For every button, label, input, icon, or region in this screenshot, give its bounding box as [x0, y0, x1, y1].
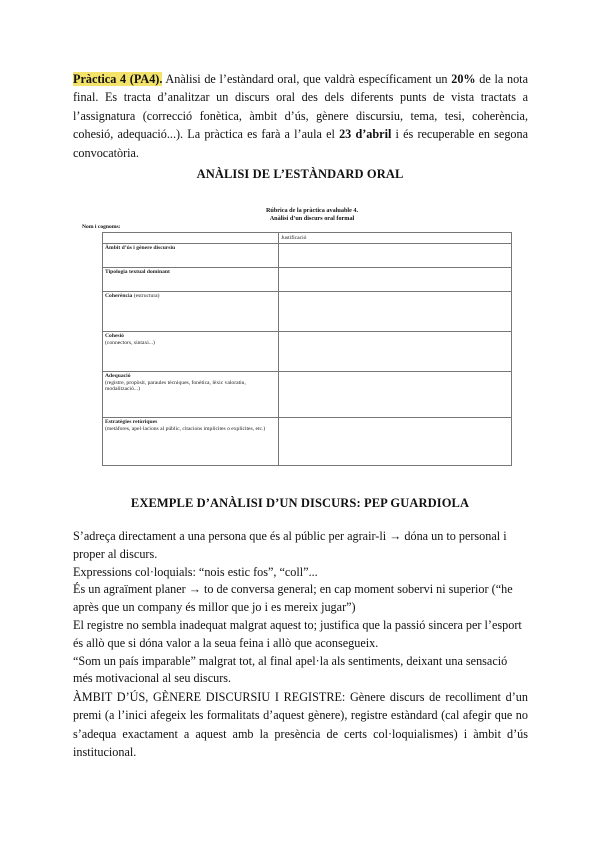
rubric-row: Estratègies retòriques (metàfores, apel·lacions al públic, citacions implícites o explícites, etc.): [103, 417, 512, 465]
rubric-header-justification: Justificació: [279, 233, 512, 244]
analysis-body: [73, 528, 528, 688]
rubric-table: [102, 232, 512, 466]
rubric-justification-cell: [279, 291, 512, 331]
rubric-title-1: Rúbrica de la pràctica avaluable 4.: [265, 207, 359, 214]
rubric-row: [103, 243, 512, 267]
rubric-justification-cell: [279, 417, 512, 465]
grade-percent: 20%: [451, 72, 476, 86]
analysis-paragraph: És un agraïment planer → to de conversa general; en cap moment sobervi ni superior (“he après que un company és millor que jo i es mereix jugar”): [73, 582, 513, 615]
rubric-justification-cell: [279, 267, 512, 291]
rubric-row: Adequació (registre, propòsit, paraules tècniques, fonètica, lèxic valoratiu, modalització...): [103, 371, 512, 417]
section-heading-example: EXEMPLE D’ANÀLISI D’UN DISCURS: PEP GUARDIOLA: [130, 496, 470, 510]
intro-text-2: de la nota final. Es tracta d’analitzar un discurs oral des dels diferents punts de vista tractats a l’assignatura (correcció fonètica, àmbit d’ús, gènere discursiu, tema, tesi, coherència, cohesió, adequació...). La pràctica es farà a l’aula el: [73, 72, 528, 142]
rubric-justification-cell: [279, 371, 512, 417]
analysis-paragraph: Expressions col·loquials: “nois estic fos”, “coll”...: [73, 564, 318, 579]
practice-date: 23 d’abril: [339, 127, 392, 142]
rubric-criterion: Coherència: [105, 293, 133, 300]
rubric-justification-cell: [279, 331, 512, 371]
analysis-paragraph: S’adreça directament a una persona que és al públic per agrair-li → dóna un to personal i proper al discurs.: [73, 529, 507, 561]
rubric-name-label: Nom i cognoms:: [82, 224, 121, 230]
rubric-criterion: Estratègies retòriques: [105, 419, 158, 426]
rubric-row: [103, 267, 512, 291]
intro-paragraph: [73, 70, 528, 162]
intro-text-3: i és recuperable en segona convocatòria.: [73, 127, 529, 160]
rubric-title-2: Anàlisi d’un discurs oral formal: [269, 214, 355, 222]
intro-text-1: Anàlisi de l’estàndard oral, que valdrà específicament un: [162, 72, 452, 86]
rubric-criterion: Tipologia textual dominant: [105, 269, 170, 276]
ambit-paragraph: ÀMBIT D’ÚS, GÈNERE DISCURSIU I REGISTRE: Gènere discurs de recolliment d’un premi (a l’inici afegeix les formalitats d’aquest gènere), registre estàndard (cal afegir que no s’adequa exactament a aquest amb la presència de certs col·loquialismes) i àmbit d’ús institucional.: [73, 690, 528, 760]
rubric-criterion: Cohesió: [105, 333, 124, 340]
rubric-criterion: Adequació: [105, 373, 131, 380]
rubric-header-row: [103, 233, 512, 244]
rubric-row: Cohesió (connectors, sintaxi...): [103, 331, 512, 371]
analysis-paragraph: “Som un país imparable” malgrat tot, al final apel·la als sentiments, deixant una sensació més motivacional al seu discurs.: [73, 653, 508, 686]
rubric-header-cell: [103, 233, 279, 244]
rubric-criterion: Àmbit d’ús i gènere discursiu: [105, 245, 176, 252]
rubric-row: Coherència (estructura): [103, 291, 512, 331]
section-heading-analysis: ANÀLISI DE L’ESTÀNDARD ORAL: [196, 167, 404, 181]
rubric-image: [82, 207, 512, 469]
practice-label: Pràctica 4 (PA4).: [73, 72, 163, 86]
analysis-paragraph: El registre no sembla inadequat malgrat aquest to; justifica que la passió sincera per l’esport és allò que si dóna valor a la seua feina i allò que aconsegueix.: [73, 617, 522, 650]
rubric-justification-cell: [279, 243, 512, 267]
